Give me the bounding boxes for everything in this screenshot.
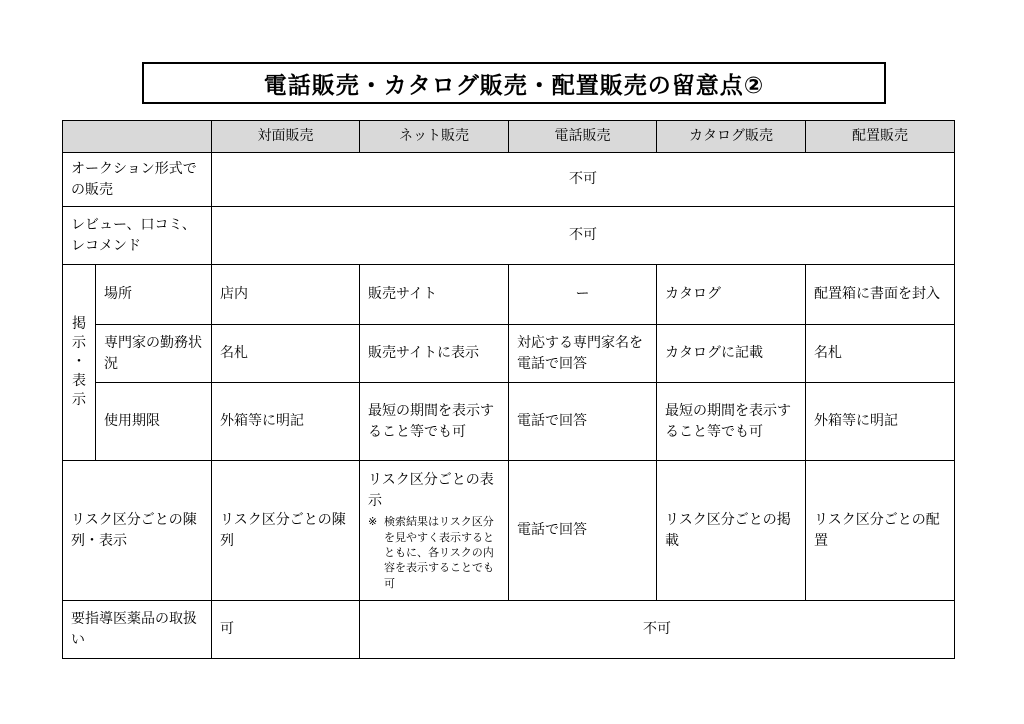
- risk-display-cell: [360, 461, 509, 601]
- cell: 名札: [212, 325, 360, 383]
- cell: 販売サイト: [360, 265, 509, 325]
- header-row: [63, 121, 955, 153]
- table-row: [63, 153, 955, 207]
- cell: 販売サイトに表示: [360, 325, 509, 383]
- cell: 名札: [806, 325, 955, 383]
- auction-value: 不可: [212, 153, 955, 207]
- comparison-table: [62, 120, 955, 659]
- header-placement: 配置販売: [806, 121, 955, 153]
- note-mark: ※: [368, 514, 378, 528]
- header-telephone: 電話販売: [509, 121, 657, 153]
- table-row: [63, 207, 955, 265]
- cell: カタログ: [657, 265, 806, 325]
- page-title: 電話販売・カタログ販売・配置販売の留意点②: [142, 62, 886, 104]
- display-group-label: [63, 265, 96, 461]
- cell: リスク区分ごとの配置: [806, 461, 955, 601]
- cell: 最短の期間を表示すること等でも可: [657, 383, 806, 461]
- row-label-guidance: 要指導医薬品の取扱い: [63, 601, 212, 659]
- header-face-to-face: 対面販売: [212, 121, 360, 153]
- cell: 外箱等に明記: [806, 383, 955, 461]
- row-label-expiry: 使用期限: [96, 383, 212, 461]
- review-value: 不可: [212, 207, 955, 265]
- cell: ー: [509, 265, 657, 325]
- header-internet: ネット販売: [360, 121, 509, 153]
- row-label-auction: オークション形式での販売: [63, 153, 212, 207]
- risk-display-text: リスク区分ごとの表示: [368, 471, 494, 509]
- table-row: [63, 265, 955, 325]
- display-char: 掲: [72, 316, 86, 333]
- cell: 店内: [212, 265, 360, 325]
- header-blank: [63, 121, 212, 153]
- cell: カタログに記載: [657, 325, 806, 383]
- display-char: 示: [72, 391, 86, 408]
- row-label-place: 場所: [96, 265, 212, 325]
- display-char: ・: [72, 354, 86, 371]
- table-row: [63, 325, 955, 383]
- cell: 対応する専門家名を電話で回答: [509, 325, 657, 383]
- table-row: [63, 601, 955, 659]
- guidance-others-value: 不可: [360, 601, 955, 659]
- cell: リスク区分ごとの陳列: [212, 461, 360, 601]
- cell: リスク区分ごとの掲載: [657, 461, 806, 601]
- note-text: 検索結果はリスク区分を見やすく表示するとともに、各リスクの内容を表示することでも可: [384, 515, 494, 590]
- row-label-risk: リスク区分ごとの陳列・表示: [63, 461, 212, 601]
- cell: 電話で回答: [509, 461, 657, 601]
- table-row: [63, 461, 955, 601]
- risk-note: [368, 514, 500, 591]
- header-catalog: カタログ販売: [657, 121, 806, 153]
- guidance-face-value: 可: [212, 601, 360, 659]
- cell: 外箱等に明記: [212, 383, 360, 461]
- display-char: 示: [72, 335, 86, 352]
- display-char: 表: [72, 372, 86, 389]
- cell: 最短の期間を表示すること等でも可: [360, 383, 509, 461]
- table-row: [63, 383, 955, 461]
- cell: 電話で回答: [509, 383, 657, 461]
- row-label-review: レビュー、口コミ、レコメンド: [63, 207, 212, 265]
- cell: 配置箱に書面を封入: [806, 265, 955, 325]
- row-label-expert: 専門家の勤務状況: [96, 325, 212, 383]
